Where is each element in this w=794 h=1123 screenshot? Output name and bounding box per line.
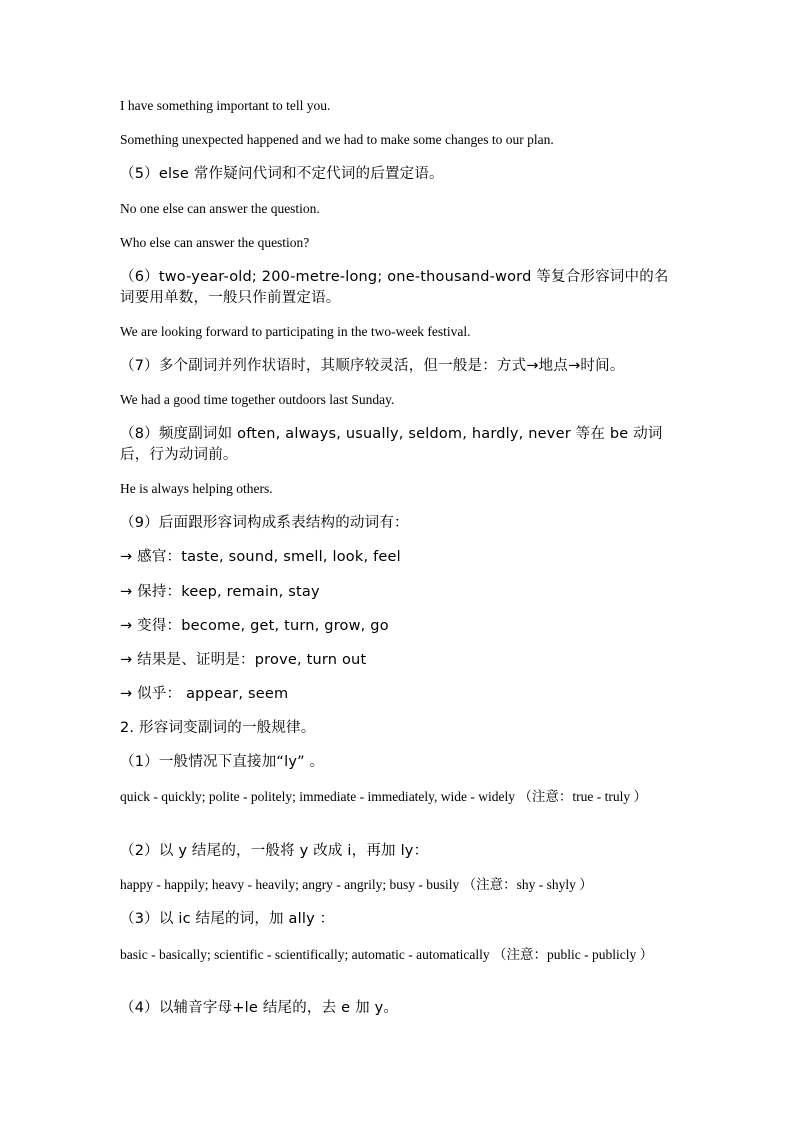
rule-heading: （8）频度副词如 often, always, usually, seldom, hardly, never 等在 be 动词后，行为动词前。 <box>120 426 663 463</box>
example-sentence: Who else can answer the question? <box>120 235 310 250</box>
list-item: → 感官：taste, sound, smell, look, feel <box>120 549 401 565</box>
rule-heading: （3）以 ic 结尾的词，加 ally ： <box>120 911 335 927</box>
section-heading: 2. 形容词变副词的一般规律。 <box>120 720 316 736</box>
example-sentence: We had a good time together outdoors last Sunday. <box>120 392 395 407</box>
example-words: basic - basically; scientific - scientifically; automatic - automatically （注意：public - publicly ） <box>120 947 654 962</box>
rule-heading: （1）一般情况下直接加“ly” 。 <box>120 754 325 770</box>
list-item: → 保持：keep, remain, stay <box>120 584 320 600</box>
example-sentence: Something unexpected happened and we had to make some changes to our plan. <box>120 132 554 147</box>
list-item: → 结果是、证明是：prove, turn out <box>120 652 367 668</box>
example-words: quick - quickly; polite - politely; immediate - immediately, wide - widely （注意：true - truly ） <box>120 789 648 804</box>
rule-heading: （2）以 y 结尾的，一般将 y 改成 i，再加 ly： <box>120 843 429 859</box>
rule-heading: （4）以辅音字母+le 结尾的，去 e 加 y。 <box>120 1000 399 1016</box>
rule-heading: （7）多个副词并列作状语时，其顺序较灵活，但一般是：方式→地点→时间。 <box>120 358 625 374</box>
example-sentence: I have something important to tell you. <box>120 98 331 113</box>
rule-heading: （9）后面跟形容词构成系表结构的动词有： <box>120 515 409 531</box>
rule-heading: （6）two-year-old; 200-metre-long; one-thousand-word 等复合形容词中的名词要用单数，一般只作前置定语。 <box>120 269 669 306</box>
rule-heading: （5）else 常作疑问代词和不定代词的后置定语。 <box>120 166 444 182</box>
example-sentence: We are looking forward to participating in the two-week festival. <box>120 324 471 339</box>
example-sentence: No one else can answer the question. <box>120 201 320 216</box>
example-sentence: He is always helping others. <box>120 481 273 496</box>
list-item: → 似乎： appear, seem <box>120 686 289 702</box>
example-words: happy - happily; heavy - heavily; angry - angrily; busy - busily （注意：shy - shyly ） <box>120 877 593 892</box>
list-item: → 变得：become, get, turn, grow, go <box>120 618 389 634</box>
